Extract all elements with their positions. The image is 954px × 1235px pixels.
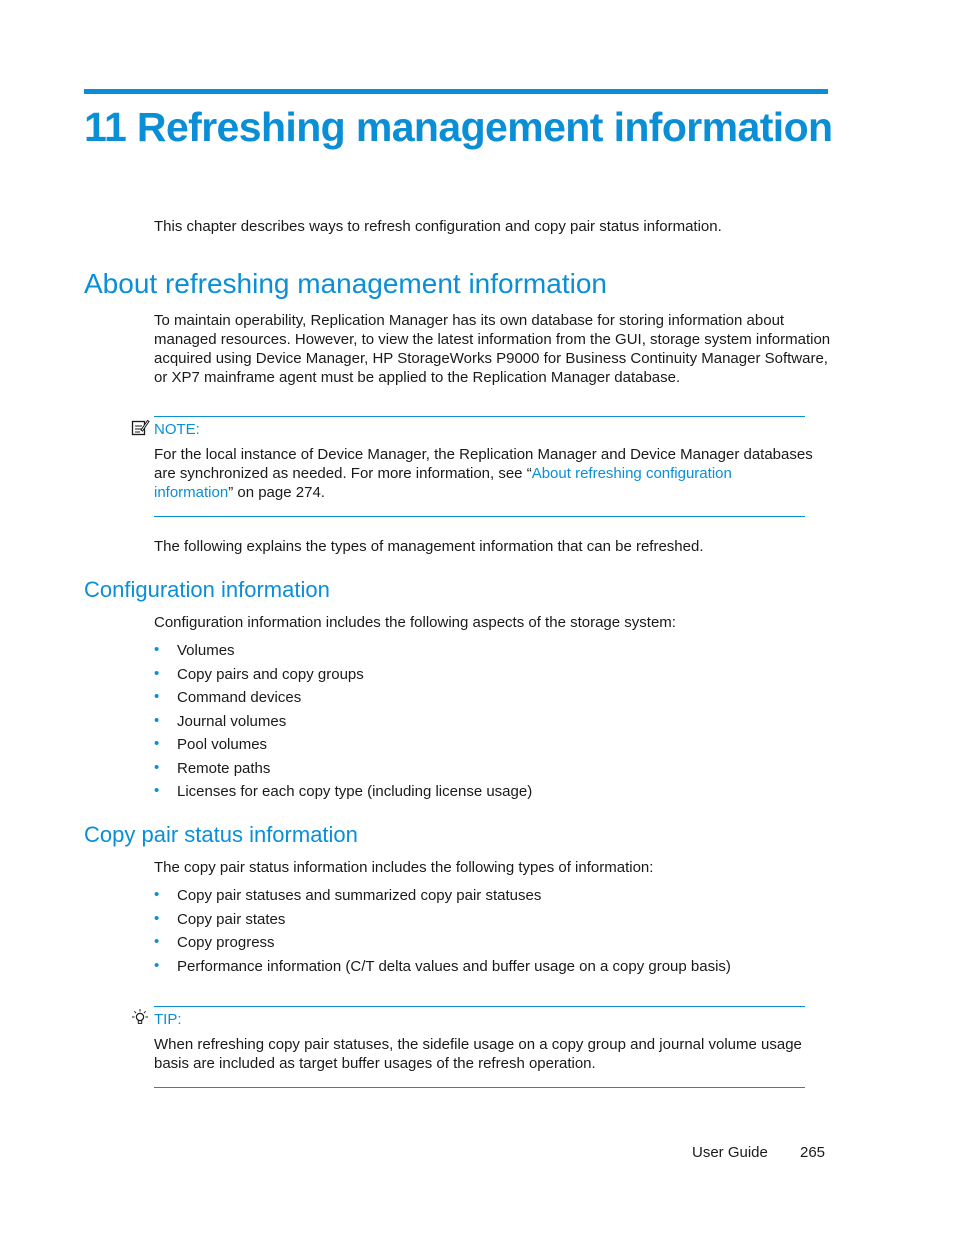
list-item-text: Command devices bbox=[177, 689, 302, 706]
bullet-icon: • bbox=[154, 688, 160, 705]
page-number: 265 bbox=[800, 1144, 826, 1161]
list-item bbox=[154, 933, 731, 957]
section-heading-copy-pair-status: Copy pair status information bbox=[84, 822, 358, 847]
bullet-icon: • bbox=[154, 758, 160, 776]
section-heading-about: About refreshing management information bbox=[84, 268, 607, 299]
bullet-icon: • bbox=[154, 782, 160, 799]
list-item bbox=[154, 641, 532, 665]
list-item-text: Pool volumes bbox=[177, 736, 268, 753]
tip-body bbox=[154, 1035, 802, 1073]
list-item-text: Copy progress bbox=[177, 934, 275, 951]
tip-bottom-rule bbox=[154, 1087, 805, 1088]
note-body bbox=[154, 445, 813, 502]
note-text: are synchronized as needed. For more information, see “ bbox=[154, 465, 532, 482]
list-item-text: Copy pair statuses and summarized copy pair statuses bbox=[177, 887, 542, 904]
bullet-icon: • bbox=[154, 956, 160, 974]
follow-paragraph: The following explains the types of management information that can be refreshed. bbox=[154, 538, 704, 555]
bullet-icon: • bbox=[154, 664, 160, 682]
section-heading-configuration: Configuration information bbox=[84, 577, 330, 602]
list-item-text: Journal volumes bbox=[177, 712, 287, 730]
bullet-icon: • bbox=[154, 909, 160, 927]
about-line: managed resources. However, to view the latest information from the GUI, storage system information bbox=[154, 331, 831, 348]
list-item-text: Volumes bbox=[177, 642, 235, 659]
tip-label: TIP: bbox=[154, 1011, 182, 1028]
about-line: acquired using Device Manager, HP StorageWorks P9000 for Business Continuity Manager Software, bbox=[154, 350, 828, 367]
note-link[interactable]: information bbox=[154, 484, 229, 501]
bullet-icon: • bbox=[154, 735, 160, 752]
copypair-list bbox=[154, 886, 731, 980]
list-item bbox=[154, 886, 731, 910]
note-link[interactable]: About refreshing configuration bbox=[531, 465, 732, 482]
note-text: ” on page 274. bbox=[228, 484, 325, 501]
list-item-text: Remote paths bbox=[177, 759, 271, 777]
list-item-text: Copy pair states bbox=[177, 910, 286, 928]
bullet-icon: • bbox=[154, 641, 160, 658]
tip-top-rule bbox=[154, 1006, 805, 1007]
list-item bbox=[154, 782, 532, 806]
bullet-icon: • bbox=[154, 886, 160, 903]
note-bottom-rule bbox=[154, 516, 805, 517]
config-list bbox=[154, 641, 532, 806]
copypair-intro: The copy pair status information includes the following types of information: bbox=[154, 859, 654, 876]
list-item bbox=[154, 735, 532, 759]
about-line: or XP7 mainframe agent must be applied to the Replication Manager database. bbox=[154, 369, 681, 386]
lightbulb-icon bbox=[130, 1008, 150, 1028]
list-item-text: Licenses for each copy type (including license usage) bbox=[177, 783, 533, 800]
chapter-intro: This chapter describes ways to refresh configuration and copy pair status information. bbox=[154, 218, 722, 235]
note-icon bbox=[130, 418, 150, 438]
config-intro: Configuration information includes the following aspects of the storage system: bbox=[154, 614, 676, 631]
list-item bbox=[154, 910, 731, 934]
note-label: NOTE: bbox=[154, 421, 200, 438]
list-item-text: Copy pairs and copy groups bbox=[177, 665, 364, 683]
tip-line: When refreshing copy pair statuses, the sidefile usage on a copy group and journal volume usage bbox=[154, 1036, 802, 1053]
footer-guide-title: User Guide bbox=[692, 1144, 768, 1161]
chapter-top-rule bbox=[84, 89, 828, 94]
list-item bbox=[154, 665, 532, 689]
about-paragraph bbox=[154, 311, 830, 387]
chapter-title: 11 Refreshing management information bbox=[84, 104, 833, 150]
list-item bbox=[154, 759, 532, 783]
tip-line: basis are included as target buffer usages of the refresh operation. bbox=[154, 1055, 596, 1072]
bullet-icon: • bbox=[154, 711, 160, 729]
list-item bbox=[154, 957, 731, 981]
list-item bbox=[154, 712, 532, 736]
note-line bbox=[154, 464, 813, 483]
note-top-rule bbox=[154, 416, 805, 417]
list-item-text: Performance information (C/T delta values and buffer usage on a copy group basis) bbox=[177, 957, 731, 975]
note-line: For the local instance of Device Manager, the Replication Manager and Device Manager databases bbox=[154, 446, 813, 463]
list-item bbox=[154, 688, 532, 712]
bullet-icon: • bbox=[154, 933, 160, 950]
note-line bbox=[154, 483, 813, 502]
about-line: To maintain operability, Replication Manager has its own database for storing information about bbox=[154, 312, 785, 329]
